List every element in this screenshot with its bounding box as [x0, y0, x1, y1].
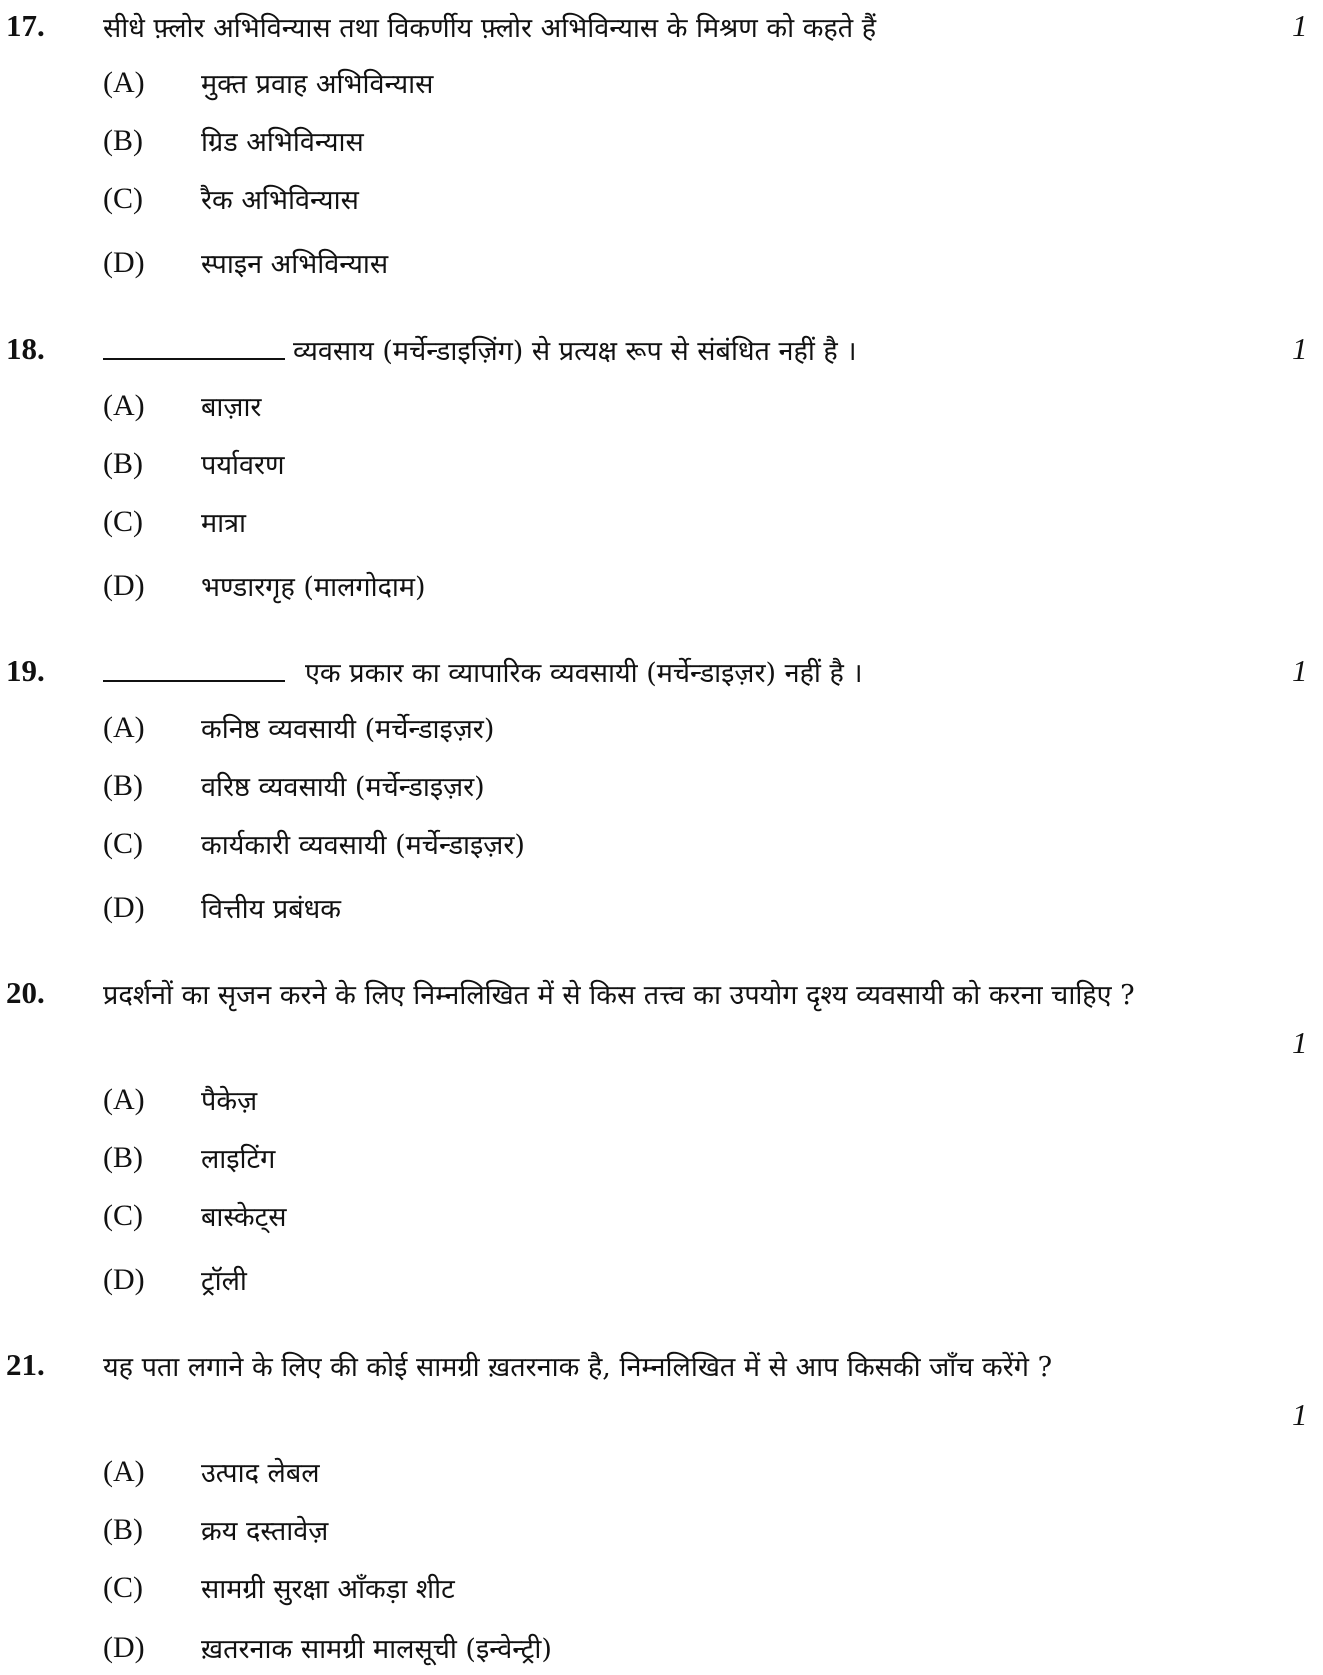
option-text: वित्तीय प्रबंधक — [201, 894, 342, 925]
option-text: बास्केट्स — [201, 1202, 287, 1233]
option-d — [103, 1631, 1203, 1675]
option-b — [103, 769, 1203, 813]
option-letter: (A) — [103, 711, 145, 744]
option-d — [103, 569, 1203, 613]
option-letter: (B) — [103, 1513, 143, 1546]
option-c — [103, 505, 1203, 549]
question-number: 18. — [6, 331, 45, 366]
question-text: एक प्रकार का व्यापारिक व्यवसायी (मर्चेन्डाइज़र) नहीं है । — [305, 658, 863, 689]
question-stem — [103, 649, 1253, 699]
option-letter: (C) — [103, 182, 143, 215]
option-a — [103, 66, 1203, 110]
option-b — [103, 1141, 1203, 1185]
question-text: यह पता लगाने के लिए की कोई सामग्री ख़तरनाक है, निम्नलिखित में से आप किसकी जाँच करेंगे ? — [103, 1352, 1053, 1383]
option-a — [103, 711, 1203, 755]
option-text: पैकेज़ — [201, 1086, 258, 1117]
question-number: 21. — [6, 1347, 45, 1382]
question-marks: 1 — [1292, 1025, 1308, 1060]
option-a — [103, 1083, 1203, 1127]
fill-in-blank — [103, 330, 285, 360]
option-letter: (A) — [103, 1083, 145, 1116]
option-letter: (D) — [103, 246, 145, 279]
option-c — [103, 1199, 1203, 1243]
question-text: सीधे फ़्लोर अभिविन्यास तथा विकर्णीय फ़्लोर अभिविन्यास के मिश्रण को कहते हैं — [103, 13, 877, 44]
option-text: कार्यकारी व्यवसायी (मर्चेन्डाइज़र) — [201, 830, 525, 861]
fill-in-blank — [103, 652, 285, 682]
option-text: कनिष्ठ व्यवसायी (मर्चेन्डाइज़र) — [201, 714, 495, 745]
option-letter: (D) — [103, 1631, 145, 1664]
option-text: रैक अभिविन्यास — [201, 185, 359, 216]
option-text: वरिष्ठ व्यवसायी (मर्चेन्डाइज़र) — [201, 772, 485, 803]
option-letter: (A) — [103, 389, 145, 422]
option-c — [103, 827, 1203, 871]
option-c — [103, 182, 1203, 226]
option-text: लाइटिंग — [201, 1144, 276, 1175]
question-marks: 1 — [1292, 1397, 1308, 1432]
question-number: 19. — [6, 653, 45, 688]
question-stem — [103, 327, 1253, 377]
option-letter: (D) — [103, 1263, 145, 1296]
option-letter: (C) — [103, 1199, 143, 1232]
option-d — [103, 891, 1203, 935]
option-text: सामग्री सुरक्षा आँकड़ा शीट — [201, 1574, 455, 1605]
question-marks: 1 — [1292, 8, 1308, 43]
option-letter: (B) — [103, 769, 143, 802]
option-text: मुक्त प्रवाह अभिविन्यास — [201, 69, 434, 100]
option-text: मात्रा — [201, 508, 247, 539]
option-letter: (A) — [103, 66, 145, 99]
option-b — [103, 124, 1203, 168]
option-c — [103, 1571, 1203, 1615]
option-letter: (A) — [103, 1455, 145, 1488]
option-a — [103, 1455, 1203, 1499]
option-letter: (D) — [103, 569, 145, 602]
option-text: ख़तरनाक सामग्री मालसूची (इन्वेन्ट्री) — [201, 1634, 552, 1665]
option-text: बाज़ार — [201, 392, 262, 423]
option-text: पर्यावरण — [201, 450, 285, 481]
option-b — [103, 447, 1203, 491]
option-text: स्पाइन अभिविन्यास — [201, 249, 389, 280]
option-a — [103, 389, 1203, 433]
option-text: क्रय दस्तावेज़ — [201, 1516, 329, 1547]
option-text: ट्रॉली — [201, 1266, 247, 1297]
option-text: ग्रिड अभिविन्यास — [201, 127, 364, 158]
option-d — [103, 1263, 1203, 1307]
option-b — [103, 1513, 1203, 1557]
question-number: 20. — [6, 975, 45, 1010]
option-letter: (D) — [103, 891, 145, 924]
question-text: व्यवसाय (मर्चेन्डाइज़िंग) से प्रत्यक्ष रूप से संबंधित नहीं है । — [293, 336, 857, 367]
option-letter: (C) — [103, 505, 143, 538]
option-text: भण्डारगृह (मालगोदाम) — [201, 572, 426, 603]
option-letter: (B) — [103, 124, 143, 157]
question-marks: 1 — [1292, 331, 1308, 366]
option-letter: (B) — [103, 1141, 143, 1174]
option-letter: (C) — [103, 1571, 143, 1604]
option-text: उत्पाद लेबल — [201, 1458, 320, 1489]
question-number: 17. — [6, 8, 45, 43]
option-d — [103, 246, 1203, 290]
question-marks: 1 — [1292, 653, 1308, 688]
question-text: प्रदर्शनों का सृजन करने के लिए निम्नलिखित में से किस तत्त्व का उपयोग दृश्य व्यवसायी को करना चाहिए ? — [103, 980, 1135, 1011]
option-letter: (B) — [103, 447, 143, 480]
option-letter: (C) — [103, 827, 143, 860]
